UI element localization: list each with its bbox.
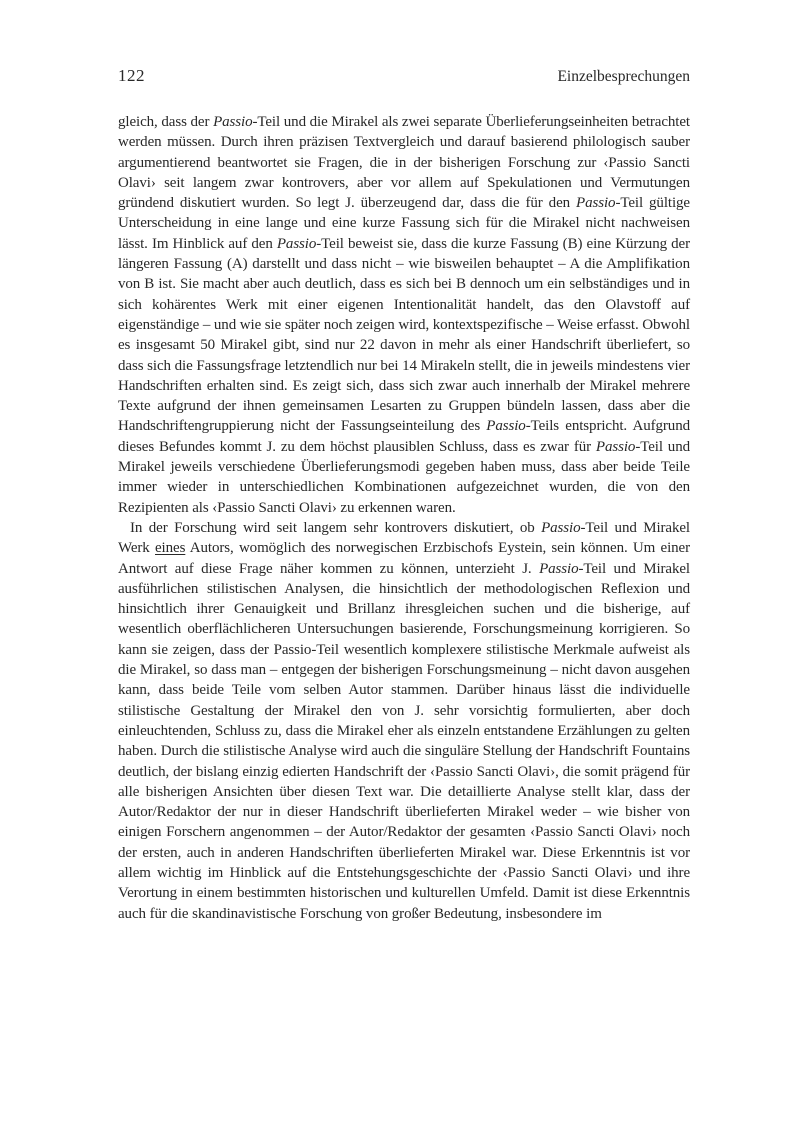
text-run: -Teil und Mirakel ausführlichen stilistischen Analysen, die hinsichtlich der methodologischen Reflexion und hinsichtlich ihrer Genauigkeit und Brillanz ihresgleichen suchen und die bisherige, auf wesentlich oberflächlicheren Untersuchungen basierende, Forschungsmeinung korrigieren. So kann sie zeigen, dass der Passio-Teil wesentlich komplexere stilistische Merkmale aufweist als die Mirakel, so dass man – entgegen der bisherigen Forschungsmeinung – nicht davon ausgehen kann, dass beide Teile vom selben Autor stammen. Darüber hinaus lässt die individuelle stilistische Gestaltung der Mirakel den von J. sehr vorsichtig formulierten, aber doch einleuchtenden, Schluss zu, dass die Mirakel eher als einzeln entstandene Erzählungen zu gelten haben. Durch die stilistische Analyse wird auch die singuläre Stellung der Handschrift Fountains deutlich, der bislang einzig edierten Handschrift der ‹Passio Sancti Olavi›, die somit prägend für alle bisherigen Ansichten über diesen Text war. Die detaillierte Analyse stellt klar, dass der Autor/Redaktor der nur in dieser Handschrift überlieferten Mirakel weder – wie bisher von einigen Forschern angenommen – der Autor/Redaktor der gesamten ‹Passio Sancti Olavi› noch der ersten, auch in anderen Handschriften überlieferten Mirakel war. Diese Erkenntnis ist vor allem wichtig im Hinblick auf die Entstehungsgeschichte der ‹Passio Sancti Olavi› und ihre Verortung in einem bestimmten historischen und kulturellen Umfeld. Damit ist diese Erkenntnis auch für die skandinavistische Forschung von großer Bedeutung, insbesondere im — [118, 560, 690, 922]
italic-text-run: Passio — [595, 438, 636, 455]
running-title: Einzelbesprechungen — [557, 68, 690, 85]
italic-text-run: Passio — [486, 418, 526, 435]
paragraph — [118, 112, 690, 518]
paragraph — [118, 518, 690, 924]
text-run: -Teil gültige Unterscheidung in eine lange und eine kurze Fassung sich für die Mirakel nicht nachweisen lässt. Im Hinblick auf den — [118, 195, 690, 252]
italic-text-run: Passio — [539, 560, 579, 577]
text-run: gleich, dass der — [118, 114, 214, 130]
text-run: In der Forschung wird seit langem sehr kontrovers diskutiert, ob — [130, 519, 542, 536]
text-run: Autors, womöglich des norwegischen Erzbischofs Eystein, sein können. Um einer Antwort auf diese Frage näher kommen zu können, unterzieht J. — [118, 540, 690, 577]
text-run: -Teil und Mirakel Werk — [118, 519, 691, 557]
body-text — [118, 112, 690, 924]
page-number: 122 — [118, 66, 145, 85]
italic-text-run: Passio — [276, 235, 317, 252]
page-header — [118, 66, 690, 86]
text-run: -Teil und Mirakel jeweils verschiedene Überlieferungsmodi gegeben haben muss, dass aber beide Teile immer wieder in unterschiedlichen Kombinationen aufgezeichnet wurden, die von den Rezipienten als ‹Passio Sancti Olavi› zu erkennen waren. — [118, 438, 691, 516]
italic-text-run: Passio — [576, 195, 616, 212]
underlined-text-run: eines — [155, 540, 186, 557]
italic-text-run: Passio — [541, 519, 581, 536]
text-run: -Teil beweist sie, dass die kurze Fassung (B) eine Kürzung der längeren Fassung (A) darstellt und dass nicht – wie bisweilen behauptet – A die Amplifikation von B ist. Sie macht aber auch deutlich, dass es sich bei B dennoch um ein selbständiges und in sich kohärentes Werk mit einer eigenen Intentionalität handelt, das den Olavstoff auf eigenständige – und wie sie später noch zeigen wird, kontextspezifische – Weise erfasst. Obwohl es insgesamt 50 Mirakel gibt, sind nur 22 davon in mehr als einer Handschrift überliefert, so dass sich die Fassungsfrage letztendlich nur bei 14 Mirakeln stellt, die in jeweils mindestens vier Handschriften erhalten sind. Es zeigt sich, dass sich zwar auch innerhalb der Mirakel mehrere Texte aufgrund der ihnen gemeinsamen Lesarten zu Gruppen bündeln lassen, dass aber die Handschriftengruppierung nicht der Fassungseinteilung des — [118, 235, 690, 435]
italic-text-run: Passio — [213, 114, 253, 130]
text-run: -Teils entspricht. Aufgrund dieses Befundes kommt J. zu dem höchst plausiblen Schluss, dass es zwar für — [118, 418, 691, 455]
text-run: -Teil und die Mirakel als zwei separate Überlieferungseinheiten betrachtet werden müssen. Durch ihren präzisen Textvergleich und darauf basierend philologisch sauber argumentierend beantwortet sie Fragen, die in der bisherigen Forschung zur ‹Passio Sancti Olavi› seit langem zwar kontrovers, aber vor allem auf Spekulationen und Vermutungen gründend diskutiert wurden. So legt J. überzeugend dar, dass die für den — [118, 114, 690, 212]
